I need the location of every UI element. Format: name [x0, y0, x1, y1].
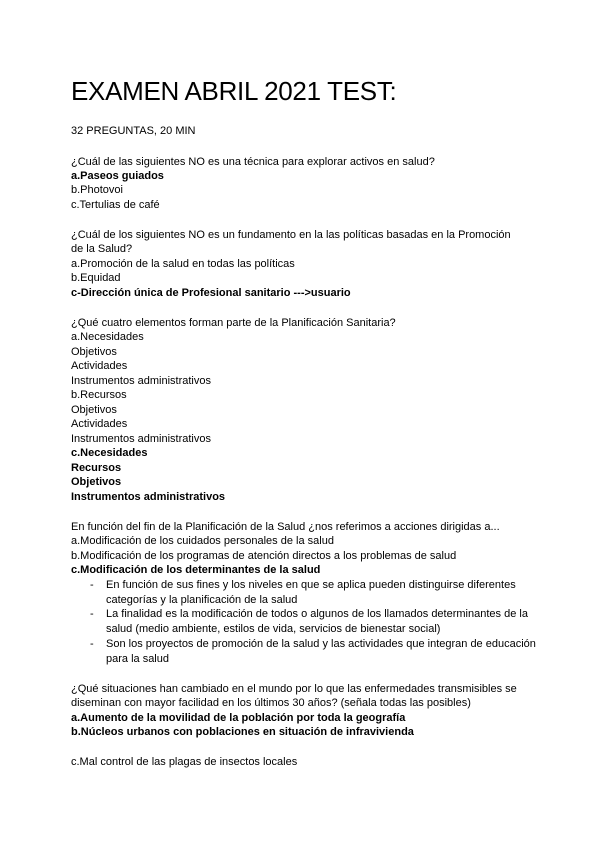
q4-option-a: a.Modificación de los cuidados personales de la salud — [71, 535, 334, 547]
q3-option-b-line: Objetivos — [71, 404, 117, 416]
q5-question-line2: diseminan con mayor facilidad en los últimos 30 años? (señala todas las posibles) — [71, 697, 471, 709]
q1-option-a: a.Paseos guiados — [71, 170, 164, 182]
q1-question: ¿Cuál de las siguientes NO es una técnica para explorar activos en salud? — [71, 156, 435, 168]
q2-option-c: c-Dirección única de Profesional sanitario --->usuario — [71, 287, 351, 299]
q4-note-2: La finalidad es la modificación de todos o algunos de los llamados determinantes de la salud (medio ambiente, estilos de vida, servicios de bienestar social) — [106, 608, 528, 635]
q3-option-a-line: a.Necesidades — [71, 331, 144, 343]
q2-option-a: a.Promoción de la salud en todas las políticas — [71, 258, 295, 270]
q3-option-c-line: Instrumentos administrativos — [71, 491, 226, 503]
q3-option-a-line: Objetivos — [71, 346, 117, 358]
q4-note-3: Son los proyectos de promoción de la salud y las actividades que integran de educación para la salud — [106, 638, 536, 665]
q4-note-1: En función de sus fines y los niveles en que se aplica pueden distinguirse diferentes categorías y la planificación de la salud — [106, 579, 516, 606]
q2-question-line1: ¿Cuál de los siguientes NO es un fundamento en la las políticas basadas en la Promoción — [71, 229, 511, 241]
bullet-marker: - — [90, 579, 94, 591]
q5-question-line1: ¿Qué situaciones han cambiado en el mundo por lo que las enfermedades transmisibles se — [71, 683, 517, 695]
q5-option-b: b.Núcleos urbanos con poblaciones en situación de infravivienda — [71, 726, 414, 738]
q3-option-a-line: Actividades — [71, 360, 128, 372]
q1-option-c: c.Tertulias de café — [71, 199, 160, 211]
q3-option-c-line: Recursos — [71, 462, 122, 474]
q2-option-b: b.Equidad — [71, 272, 121, 284]
q3-option-c-line: Objetivos — [71, 476, 122, 488]
q3-option-a-line: Instrumentos administrativos — [71, 375, 211, 387]
exam-subtitle: 32 PREGUNTAS, 20 MIN — [71, 125, 196, 137]
bullet-marker: - — [90, 608, 94, 620]
q4-option-b: b.Modificación de los programas de atención directos a los problemas de salud — [71, 550, 457, 562]
q4-option-c: c.Modificación de los determinantes de la salud — [71, 564, 321, 576]
q4-question: En función del fin de la Planificación de la Salud ¿nos referimos a acciones dirigidas a... — [71, 521, 500, 533]
q3-option-b-line: Instrumentos administrativos — [71, 433, 211, 445]
q5-option-c: c.Mal control de las plagas de insectos locales — [71, 756, 298, 768]
q3-option-b-line: Actividades — [71, 418, 128, 430]
q3-option-c-line: c.Necesidades — [71, 447, 148, 459]
q5-option-a: a.Aumento de la movilidad de la población por toda la geografía — [71, 712, 406, 724]
bullet-marker: - — [90, 638, 94, 650]
q3-option-b-line: b.Recursos — [71, 389, 127, 401]
q1-option-b: b.Photovoi — [71, 184, 123, 196]
q3-question: ¿Qué cuatro elementos forman parte de la Planificación Sanitaria? — [71, 317, 396, 329]
exam-title: EXAMEN ABRIL 2021 TEST: — [71, 76, 397, 106]
q2-question-line2: de la Salud? — [71, 243, 133, 255]
